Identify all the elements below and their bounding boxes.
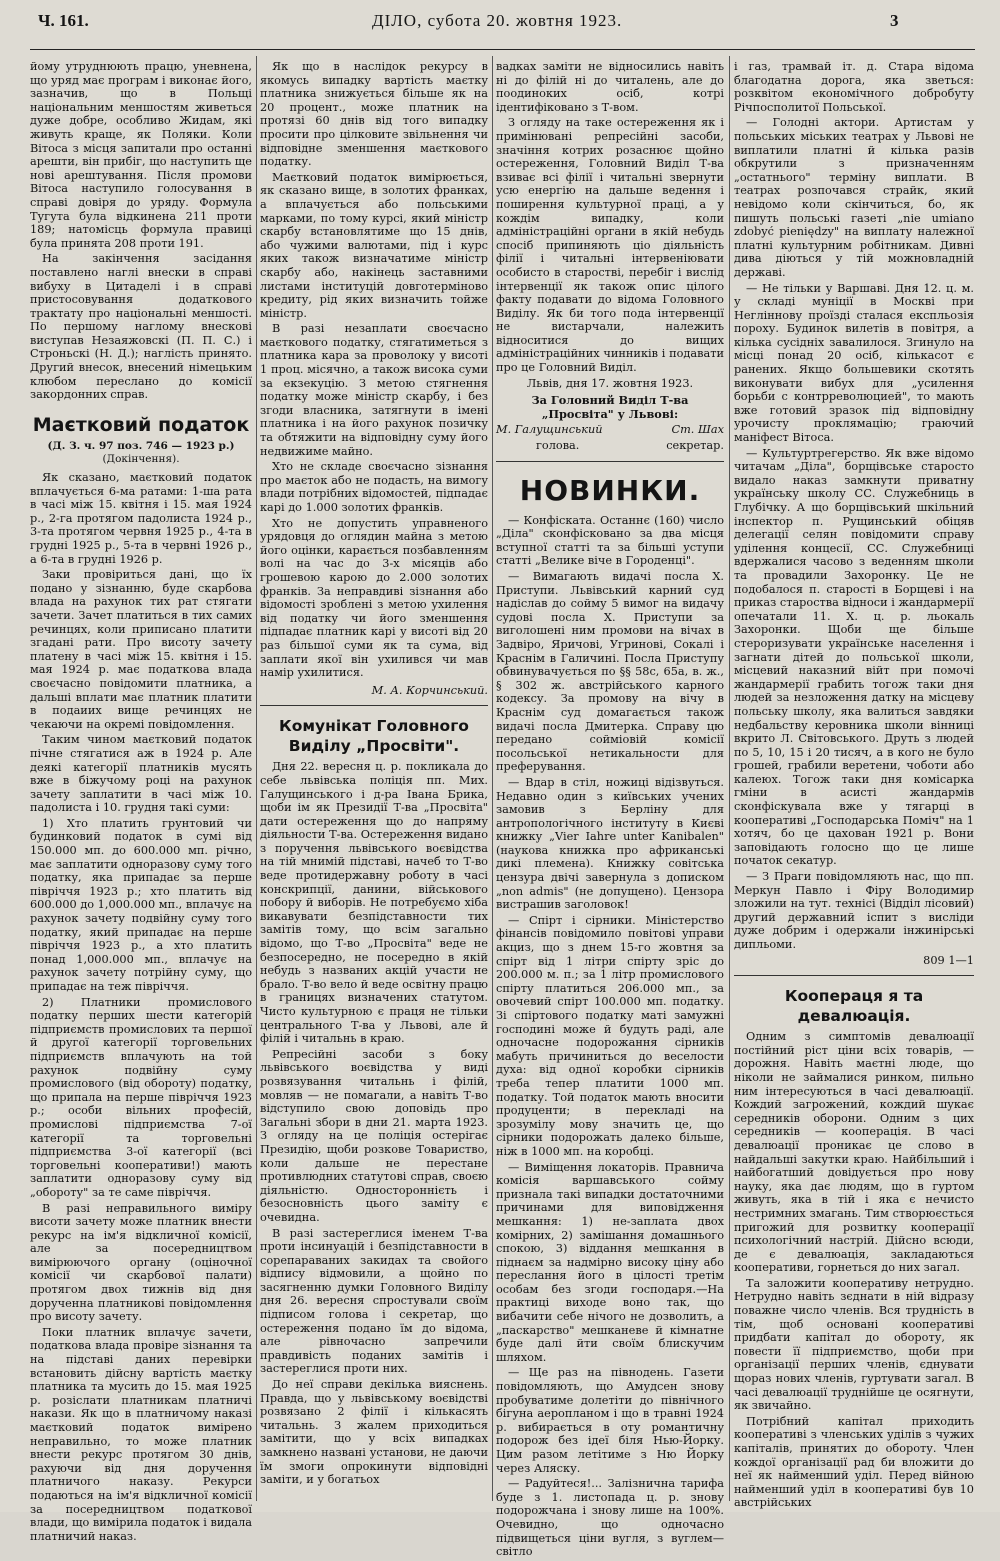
paragraph: В разі застереглися іменем Т-ва проти інсинуацій і безпідставности в сорепараваних закидах та свойого відпису відмовили, а щойно по засягненню думки Головного Виділу дня 26. вересня спростували своїм підписом голова і секретар, що остереження подано їм до відома, але рівночасно запречили правдивість поданих замітів і застереглися проти них.	[260, 1226, 488, 1376]
header-rule	[30, 49, 975, 50]
column-4	[734, 60, 974, 1512]
paragraph: Хто не допустить управненого урядовця до оглядин майна з метою його оцінки, карається позбавленням волі на час до 3-х місяців або грошевою карою до 2.000 золотих франків. За неправдиві зізнання або відомості зроблені з метою ухилення від податку чи його зменшення підпадає платник карі у висоті від 20 раз більшої суми як та сума, від заплати якої він ухилився чи мав намір ухилитися.	[260, 516, 488, 680]
paragraph: Поки платник вплачує зачети, податкова влада провіре зізнання та на підставі даних перевірки встановить дійсну вартість маєтку платника та мусить до 15. мая 1925 р. розіслати платникам платничі накази. Як що в платничому наказі маєтковий податок вимірено неправильно, то може платник внести рекурс протягом 30 днів, рахуючи від дня доручення платничого наказу. Рекурси подаються на ім'я відкличної комісії за посередництвом податкової влади, що вимірила податок і видала платничий наказ.	[30, 1325, 252, 1543]
paragraph: йому утруднюють працю, уневнена, що уряд має програм і виконає його, зазначив, що в Польщі національним меншостям живеться дуже добре, особливо Жидам, які живуть краще, як Поляки. Коли Вітоса з місця запитали про останні арешти, він прибіг, що наступить ще нові арештування. Після промови Вітоса наступило голосування в справі довіря до уряду. Формула Тугута була відкинена 211 проти 189; натомісць формула правиці була принята 208 проти 191.	[30, 60, 252, 250]
article-title: Маєтковий податок	[32, 413, 250, 436]
paragraph: Хто не складе своєчасно зізнання про маєток або не подасть, на вимогу влади потрібних відомостей, підпадає карі до 1.000 золотих франків.	[260, 460, 488, 514]
article-note: (Докінчення).	[102, 453, 180, 466]
author-signature: М. А. Корчинський.	[371, 683, 488, 697]
paragraph: 2) Платники промислового податку перших шести категорій підприємств промислових та першої й другої категорії торговельних підприємств вплачують на той рахунок подвійну суму промислового (від обороту) податку, що припала на перше півріччя 1923 р.; особи вільних професій, промислові підприємства 7-ої категорії та торговельні підприємства 3-ої категорії (всі торговельні кооперативи!) мають заплатити одноразову суму від „обороту" за те саме півріччя.	[30, 995, 252, 1199]
column-3	[496, 60, 724, 1561]
paragraph: Як сказано, маєтковий податок вплачується 6-ма ратами: 1-ша рата в часі між 15. квітня і 15. мая 1924 р., 2-га протягом падолиста 1924 р., 3-та протягом червня 1925 р., 4-та в грудні 1925 р., 5-та в червні 1926 р., а 6-та в грудні 1926 р.	[30, 471, 252, 566]
paragraph: На закінчення засідання поставлено наглі внески в справі вибуху в Цитаделі і в справі пристосовування додаткового трактату про національні меншості. По першому наглому внескові виступав Незаяжовскі (П. П. С.) і Строньскі (Н. Д.); наглість принято. Другий внесок, внесений німецьким клюбом переслано до комісії закордонних справ.	[30, 252, 252, 402]
news-item: — Культуртрегерство. Як вже відомо читачам „Діла", борщівське старосто видало наказ замкнути приватну українську школу СС. Служебниць в Глубічку. А що борщівський шкільний інспектор п. Рущинський обіцяв делегації селян повідомити справу уділення концесії, СС. Служебниці вдержалися часово з веденням школи та провадили Захоронку. Це не подобалося п. старості в Борщеві і на приказ староства відноси і жандармерії опечатали 11. Х. ц. р. льокаль Захоронки. Щоби ще більше стероризувати українське населення і загнати дітей до польської школи, місцевий наказний війт при помочі жандармерії грабить тогож таки дня людей за незложення датку на місцеву польську школу, яка валиться завдяки недбальству керовника школи вінниці вкрито Л. Світовського. Друть з людей по 5, 10, 15 і 20 тисяч, а в кого не було грошей, грабили веретени, чоботи або калеюх. Тогож таки дня комісарка гміни в асисті жандармів сконфіскувала вже у тягарці в кооперативі „Господарська Поміч" на 1 хотяч, бо це цахован 1921 р. Вони заповідають голосно що це лише початок секатур.	[734, 446, 974, 868]
signer-left-role: голова.	[536, 439, 580, 453]
news-item: — Вимагають видачі посла Х. Приступи. Львівський карний суд надіслав до сойму 5 вимог на видачу судові посла Х. Приступи за виголошені ним промови на вічах в Задвіро, Яричові, Угринові, Сокалі і Краснім в Галичині. Посла Приступу обвинувачується по §§ 58с, 65а, в. ж., § 302 ж. австрійського карного кодексу. За промову на вічу в Краснім суд домагається також видачі посла Дмитерка. Справу цю передано сойміовій комісії посольської нетикальности для преферування.	[496, 570, 724, 774]
paragraph: Заки провіриться дані, що їх подано у зізнанню, буде скарбова влада на рахунок тих рат стягати зачети. Зачет платиться в тих самих речинцях, коли приписано платити згадані рати. Про висоту зачету платену в часі між 15. квітня і 15. мая 1924 р. має податкова влада своєчасно повідомити платника, а дальші вплати має платник платити в подаиих вище речинцях не чекаючи на окремі повідомлення.	[30, 568, 252, 731]
print-code: 809 1—1	[923, 953, 974, 967]
page-number: 3	[890, 11, 899, 30]
column-divider	[729, 56, 730, 1501]
paragraph: Маєтковий податок вимірюється, як сказано вище, в золотих франках, а вплачується або польськими марками, по тому курсі, який міністр скарбу встановлятиме що 15 днів, або чужими валютами, під і курс яких також визначатиме міністр скарбу або, накінець заставними листами інституцій довготерміново кредиту, рід яких визначить тойже міністр.	[260, 170, 488, 320]
section-divider	[260, 705, 488, 706]
news-title: НОВИНКИ.	[519, 473, 701, 507]
paragraph: До неї справи декілька вияснень. Правда, що у львівському воєвідстві розвязано 2 філії і кількасять читальнь. З жалем приходиться замітити, що у всіх випадках замкнено названі установи, не даючи їм змоги опрокинути відповідні заміти, и у богатьох	[260, 1378, 488, 1487]
paragraph: вадках заміти не відносились навіть ні до філій ні до читалень, але до поодиноких осіб, котрі ідентифіковано з Т-вом.	[496, 60, 724, 114]
section-divider	[496, 461, 724, 462]
signer-left-name: М. Галущинський	[496, 423, 603, 437]
signer-right-name: Ст. Шах	[671, 423, 724, 437]
news-item: — Спірт і сірники. Міністерство фінансів повідомило повітові управи акциз, що з днем 15-го жовтня за спірт від 1 літри спірту зріс до 200.000 м. п.; за 1 літр промислового спірту платиться 206.000 мп., за овочевий спірт 100.000 мп. податку. Зі спіртового податку маті замужні господині може й будуть раді, але одночасне подорожання сірників мабуть причиниться до веселости духа: від одної коробки сірників треба тепер платити 1000 мп. податку. Той податок мають вносити продуценти; в перекладі на зрозумілу мову значить це, що сірники подорожать далеко більше, ніж в 1000 мп. на коробці.	[496, 913, 724, 1158]
news-item: — Конфіската. Останнє (160) число „Діла" сконфісковано за два місця вступної статті та за більші уступи статті „Велике віче в Городенці".	[496, 513, 724, 568]
news-item: — Ще раз на півнодень. Газети повідомляють, що Амудсен знову пробуватиме долетіти до північного бігуна аеропланом і що в травні 1924 р. вибирається в оту романтичну подорож без ідеї біля Нью-Йорку. Цим разом летітиме з Ню Йорку через Аляску.	[496, 1366, 724, 1475]
paragraph: Дня 22. вересня ц. р. покликала до себе львівська поліція пп. Мих. Галущинського і д-ра Івана Брика, щоби ім як Президії Т-ва „Просвіта" дати остереження що до напряму діяльности Т-ва. Остереження видано з поручення львівського воєвідства на тій мнимій підставі, начеб то Т-во веде протидержавну роботу в часі конскрипції, данини, військового побору й виборів. Не потребуємо хіба викавувати безпідставности тих замітів тому, що всім загально відомо, що Т-во „Просвіта" веде не безпосередно, не посередно в якій небудь з названих акцій участи не брало. Т-во вело й веде освітну працю в границях визначених статутом. Чисто культурною є праця не тільки центрального Т-ва у Львові, але й філій і читальнь в краю.	[260, 760, 488, 1046]
article-reference: (Д. З. ч. 97 поз. 746 — 1923 р.)	[47, 439, 235, 452]
masthead: ДІЛО, субота 20. жовтня 1923.	[372, 11, 623, 30]
paragraph: Таким чином маєтковий податок пічне стягатися аж в 1924 р. Але деякі категорії платників мусять вже в біжучому році на рахунок зачету заплатити в часі між 10. падолиста і 10. грудня такі суми:	[30, 733, 252, 815]
page-header	[0, 0, 1000, 48]
issue-number: Ч. 161.	[38, 11, 89, 30]
paragraph: і газ, трамвай іт. д. Стара відома благодатна дорога, яка зветься: розквітом економічного добробуту Річпосполитої Польської.	[734, 60, 974, 114]
article-title: Коопераця я та девалюація.	[784, 987, 924, 1026]
signer-right-role: секретар.	[666, 439, 724, 453]
article-title: Комунікат Головного Виділу „Просвіти".	[279, 717, 469, 756]
paragraph: Та заложити кооперативу нетрудно. Нетрудно навіть зєднати в ній відразу поважне число членів. Вся трудність в тім, щоб основані кооперативі придбати капітал до обороту, як повести її підприємство, щоби при організації перших членів, єднувати щораз нових членів, гуртувати загал. В часі девалюації труднійше це осягнути, як звичайно.	[734, 1276, 974, 1413]
news-item: — Радуйтеся!... Залізнична тарифа буде з 1. листопада ц. р. знову подорожчана і знову лише на 100%. Очевидно, що одночасно підвищеться ціни вугля, з вуглем—світло	[496, 1477, 724, 1559]
column-1	[30, 60, 252, 1545]
signed-by: За Головний Виділ Т-ва „Просвіта" у Львові:	[531, 393, 689, 421]
dateline: Львів, дня 17. жовтня 1923.	[526, 376, 694, 390]
paragraph: З огляду на таке остереження як і примінювані репресійні засоби, значіння котрих розаснює щойно остереження, Головний Виділ Т-ва взиває всі філії і читальні звернути усю енергію на дальше ведення і поширення культурної праці, а у кождім випадку, коли адміністраційні органи в якій небудь спосіб припиняють ціо діяльність філії і читальні інтервеніювати особисто в старостві, перебіг і вислід інтервенції як також опис цілого факту подавати до відома Головного Виділу. Як би того пода інтервенції не вистарчали, належить відноситися до вищих адміністраційних чинників і подавати про це Головний Виділ.	[496, 116, 724, 375]
column-divider	[256, 56, 257, 1501]
paragraph: Репресійні засоби з боку львівського воєвідства у виді розвязування читальнь і філій, мовляв — не помагали, а навіть Т-во відступило свою доповідь про Загальні збори в дни 21. марта 1923. З огляду на це поліція остерігає Президію, щоби розкове Товариство, коли дальше не перестане противлюдних статутові справ, своєю діяльністю. Одностороннієть і безосновність цього заміту є очевидна.	[260, 1047, 488, 1224]
paragraph: Як що в наслідок рекурсу в якомусь випадку вартість маєтку платника знижується більше як на 20 процент., може платник на протязі 60 днів від того випадку просити про цілковите звільнення чи відповідне зменшення маєткового податку.	[260, 60, 488, 169]
paragraph: В разі незаплати своєчасно маєткового податку, стягатиметься з платника кара за проволоку у висоті 1 проц. місячно, а також висока суми за екзекуцію. З метою стягнення податку може міністр скарбу, і без згоди власника, затягнути в імені платника і на його рахунок позичку та обтяжити на відповідну суму його недвижиме майно.	[260, 322, 488, 458]
news-item: — Виміщення локаторів. Правнича комісія варшавського сойму признала такі випадки достаточними причинами для виповідження мешкання: 1) не-заплата двох комірних, 2) замішання домашнього спокою, 3) віддання мешкання в піднаєм за надмірно високу ціну або переслання його в цілості третім особам без згоди господаря.—На практиці виходе воно так, що вибачити себе нічого не дозволить, а „паскарство" мешканеве й кімнатне буде далі йти своїм блискучим шляхом.	[496, 1160, 724, 1364]
news-item: — Не тільки у Варшаві. Дня 12. ц. м. у складі муніції в Москві при Негліннову проїзді сталася експльозія пороху. Будинок вилетів в повітря, а кілька сусідніх завалилося. Згинуло на місці понад 20 осіб, кількасот є ранених. Якщо большевики скотять виконувати вибух для „усилення борьби с контрреволюцией", то мають вже готовий зразок під відповідну урочисту проклямацію; граючий маніфест Вітоса.	[734, 281, 974, 445]
news-item: — Голодні актори. Артистам у польських міських театрах у Львові не виплатили платні й кілька разів обкрутили з призначенням „остатнього" терміну виплати. В театрах розпочався страйк, який невідомо коли скінчиться, бо, як пишуть польські газеті „nie umiano zdobyć pieniędzy" на виплату належної платні культурним робітникам. Дивні дива діються у тій можновладній державі.	[734, 116, 974, 279]
signatures	[496, 423, 724, 437]
section-divider	[734, 975, 974, 976]
paragraph: Одним з симптомів девалюації постійний ріст ціни всіх товарів, — дорожня. Навіть маєтні люде, що ніколи не займалися ринком, пильно ним інтересуються в часі девалюації. Кождий загрожений, кождий шукає середників оборони. Одним з цих середників — кооперація. В часі девалюації проникає це слово в найдальші закутки краю. Найбільший і найбогатший довідується про нову науку, яка дає людям, що в гуртом живуть, яка в тій і яка є нечисто нестримних змагань. Тим створюєсться пригожий для розвитку кооперації психологічний настрій. Дійсно всюди, де є девалюація, закладаються кооперативи, горнеться до них загал.	[734, 1030, 974, 1275]
paragraph: 1) Хто платить грунтовий чи будинковий податок в сумі від 150.000 мп. до 600.000 мп. річно, має заплатити одноразову суму того податку, яка припадає за перше півріччя 1923 р.; хто платить від 600.000 до 1,000.000 мп., вплачує на рахунок зачету подвійну суму того податку, який припадає на перше півріччя 1923 р., а хто платить понад 1,000.000 мп., вплачує на рахунок зачету потрійну суму, що припадає на теж півріччя.	[30, 816, 252, 993]
paragraph: Потрібний капітал приходить кооперативі з членських уділів з чужих капіталів, принятих до обороту. Член кождої організації рад би вложити до неї як найменший уділ. Перед війною найменший уділ в кооперативі був 10 австрійських	[734, 1414, 974, 1510]
news-item: — Вдар в стіл, ножиці відізвуться. Недавно один з київських учених замовив з Берліну для антропологічного інституту в Києві книжку „Vier Iahre unter Kanibalen" (наукова книжка про африканські дикі племена). Книжку совітська цензура двічі завернула з дописком „non admis" (не допущено). Цензора вистрашив заголовок!	[496, 775, 724, 912]
column-divider	[492, 56, 493, 1501]
signature-roles	[496, 439, 724, 453]
column-2	[260, 60, 488, 1489]
news-item: — З Праги повідомляють нас, що пп. Меркун Павло і Фіру Володимир зложили на тут. технісі (Відділ лісовий) другий державний іспит з висліди дуже добрим і одержали інжинірські дипльоми.	[734, 870, 974, 951]
paragraph: В разі неправильного виміру висоти зачету може платник внести рекурс на ім'я відкличної комісії, але за посередництвом вимірюючого органу (оціночної комісії чи скарбової палати) протягом двох тижнів від дня дорученна платникові повідомлення про висоту зачету.	[30, 1201, 252, 1324]
